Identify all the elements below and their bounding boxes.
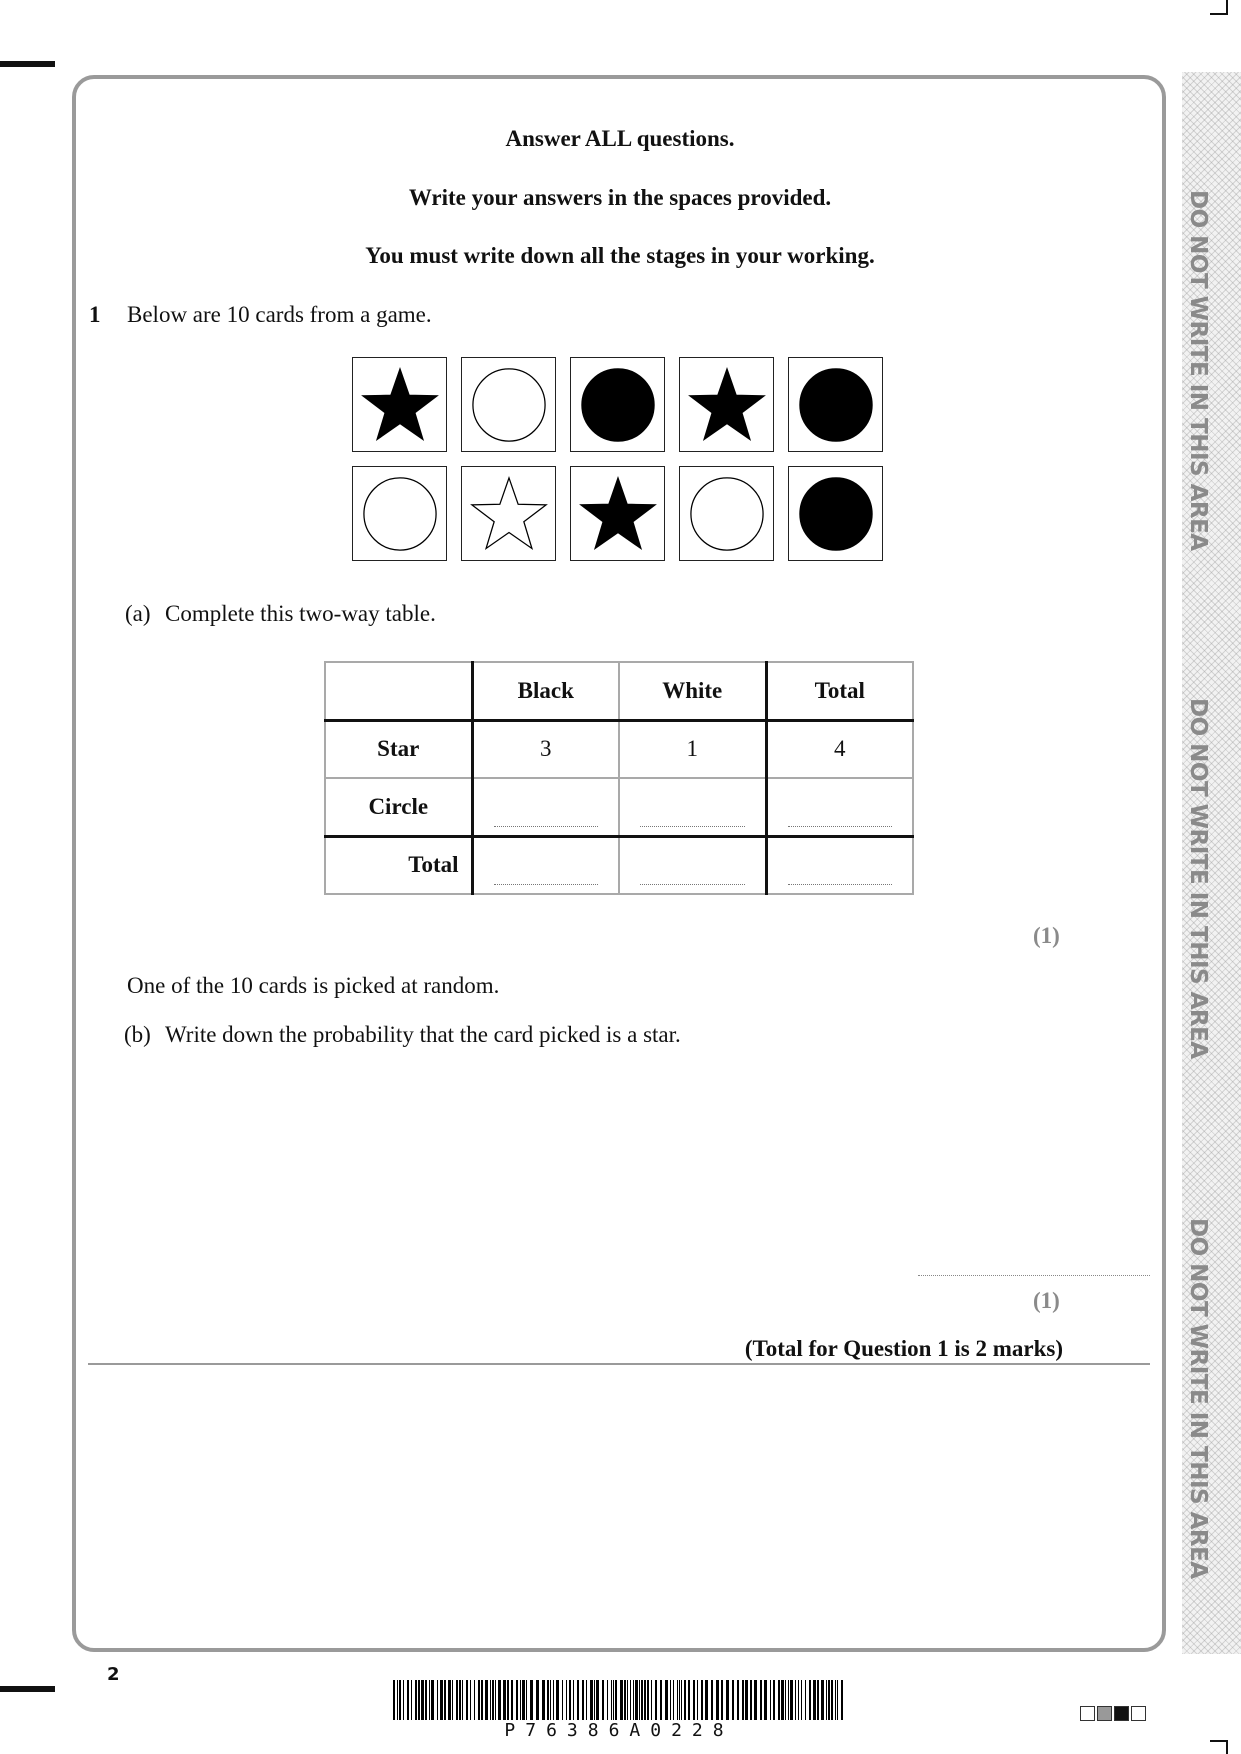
- barcode-bar: [670, 1680, 671, 1720]
- barcode-bar: [407, 1680, 409, 1720]
- barcode-bar: [418, 1680, 420, 1720]
- crop-mark: [1226, 1740, 1228, 1754]
- barcode-bar: [399, 1680, 401, 1720]
- barcode-bar: [437, 1680, 438, 1720]
- question-divider: [88, 1363, 1150, 1365]
- card-black-circle: [570, 357, 665, 452]
- barcode-bar: [679, 1680, 680, 1720]
- barcode-bar: [607, 1680, 608, 1720]
- barcode-text: P76386A0228: [504, 1720, 734, 1741]
- margin-warning-text: DO NOT WRITE IN THIS AREA: [1185, 698, 1211, 1059]
- table-corner-cell: [325, 662, 472, 720]
- black-star-icon: [361, 366, 439, 444]
- indicator-box: [1080, 1706, 1095, 1721]
- crop-mark: [0, 61, 55, 67]
- page-number: 2: [107, 1664, 120, 1685]
- answer-cell-circle-white[interactable]: [619, 778, 766, 836]
- barcode-bar: [665, 1680, 668, 1720]
- margin-warning-text: DO NOT WRITE IN THIS AREA: [1185, 1218, 1211, 1579]
- crop-mark: [1226, 0, 1228, 14]
- cell-star-white: 1: [619, 720, 766, 778]
- answer-dotted-line: [788, 884, 893, 885]
- answer-cell-total-white[interactable]: [619, 836, 766, 894]
- barcode-bar: [721, 1680, 723, 1720]
- barcode-bar: [577, 1680, 579, 1720]
- card-black-star: [679, 357, 774, 452]
- barcode-bar: [459, 1680, 461, 1720]
- barcode-bar: [801, 1680, 802, 1720]
- card-white-circle: [461, 357, 556, 452]
- barcode-bar: [553, 1680, 554, 1720]
- part-b-stem: One of the 10 cards is picked at random.: [127, 973, 500, 998]
- indicator-box: [1097, 1706, 1112, 1721]
- barcode-bar: [754, 1680, 757, 1720]
- barcode-bar: [809, 1680, 811, 1720]
- answer-cell-total-total[interactable]: [766, 836, 913, 894]
- barcode-bar: [556, 1680, 559, 1720]
- part-b-text: Write down the probability that the card picked is a star.: [165, 1022, 681, 1047]
- barcode-bar: [596, 1680, 599, 1720]
- barcode-bar: [673, 1680, 674, 1720]
- part-b-label: (b): [124, 1022, 151, 1047]
- barcode-bar: [681, 1680, 682, 1720]
- barcode-bar: [397, 1680, 398, 1720]
- card-white-circle: [352, 466, 447, 561]
- barcode-bar: [456, 1680, 458, 1720]
- barcode-bar: [770, 1680, 771, 1720]
- barcode-bar: [425, 1680, 427, 1720]
- answer-cell-circle-black[interactable]: [472, 778, 619, 836]
- barcode-bar: [788, 1680, 789, 1720]
- barcode-bar: [781, 1680, 784, 1720]
- barcode-bar: [452, 1680, 453, 1720]
- answer-dotted-line: [788, 826, 893, 827]
- barcode-bar: [503, 1680, 506, 1720]
- page-indicator-boxes: [1080, 1706, 1146, 1721]
- barcode-bar: [444, 1680, 446, 1720]
- row-header-total: Total: [325, 836, 472, 894]
- barcode-bar: [705, 1680, 708, 1720]
- crop-mark: [1210, 13, 1228, 15]
- barcode-bar: [522, 1680, 525, 1720]
- barcode-bar: [693, 1680, 695, 1720]
- barcode-bar: [615, 1680, 617, 1720]
- crop-mark: [0, 1686, 55, 1692]
- barcode-bar: [764, 1680, 767, 1720]
- barcode-bar: [701, 1680, 703, 1720]
- column-header-black: Black: [472, 662, 619, 720]
- instruction-line: You must write down all the stages in your working.: [365, 243, 875, 268]
- answer-dotted-line: [640, 884, 745, 885]
- answer-dotted-line: [494, 826, 599, 827]
- row-header-star: Star: [325, 720, 472, 778]
- column-header-total: Total: [766, 662, 913, 720]
- barcode-bar: [837, 1680, 838, 1720]
- barcode-bar: [530, 1680, 533, 1720]
- barcode-bar: [440, 1680, 443, 1720]
- black-circle-icon: [797, 475, 875, 553]
- barcode-bar: [760, 1680, 762, 1720]
- question-number: 1: [89, 302, 101, 327]
- barcode-bar: [526, 1680, 527, 1720]
- barcode-bar: [470, 1680, 471, 1720]
- black-circle-icon: [579, 366, 657, 444]
- barcode-bar: [773, 1680, 775, 1720]
- barcode-bar: [431, 1680, 434, 1720]
- barcode-bar: [573, 1680, 574, 1720]
- barcode-bar: [684, 1680, 686, 1720]
- card-black-star: [570, 466, 665, 561]
- part-a-marks: (1): [1033, 923, 1060, 948]
- crop-mark: [1210, 1740, 1228, 1742]
- barcode-bar: [633, 1680, 634, 1720]
- barcode-bar: [462, 1680, 463, 1720]
- barcode-bar: [677, 1680, 678, 1720]
- barcode-bar: [590, 1680, 593, 1720]
- barcode-bar: [647, 1680, 649, 1720]
- barcode-bar: [785, 1680, 786, 1720]
- barcode-bar: [403, 1680, 404, 1720]
- barcode-bar: [448, 1680, 451, 1720]
- barcode-bar: [602, 1680, 604, 1720]
- indicator-box: [1131, 1706, 1146, 1721]
- barcode-bar: [688, 1680, 690, 1720]
- barcode-bar: [726, 1680, 729, 1720]
- barcode-bar: [485, 1680, 488, 1720]
- barcode-bar: [498, 1680, 501, 1720]
- white-circle-icon: [688, 475, 766, 553]
- barcode-bar: [835, 1680, 836, 1720]
- instruction-line: Answer ALL questions.: [505, 126, 735, 151]
- barcode-bar: [795, 1680, 796, 1720]
- barcode-bar: [411, 1680, 412, 1720]
- barcode-bar: [651, 1680, 652, 1720]
- answer-dotted-line: [640, 826, 745, 827]
- barcode-bar: [697, 1680, 698, 1720]
- card-black-circle: [788, 466, 883, 561]
- barcode-bar: [507, 1680, 509, 1720]
- barcode-bar: [481, 1680, 483, 1720]
- barcode-bar: [732, 1680, 734, 1720]
- column-header-white: White: [619, 662, 766, 720]
- barcode-bar: [655, 1680, 657, 1720]
- barcode-bar: [711, 1680, 713, 1720]
- black-star-icon: [579, 475, 657, 553]
- question-intro: Below are 10 cards from a game.: [127, 302, 432, 327]
- barcode-bar: [624, 1680, 626, 1720]
- barcode-bar: [644, 1680, 646, 1720]
- answer-cell-total-black[interactable]: [472, 836, 619, 894]
- white-circle-icon: [361, 475, 439, 553]
- barcode-bar: [520, 1680, 521, 1720]
- barcode-bar: [613, 1680, 614, 1720]
- barcode-bar: [586, 1680, 587, 1720]
- barcode-bar: [821, 1680, 824, 1720]
- barcode-bar: [582, 1680, 584, 1720]
- barcode-bar: [490, 1680, 491, 1720]
- barcode-bar: [742, 1680, 744, 1720]
- barcode-bar: [737, 1680, 739, 1720]
- barcode-bar: [478, 1680, 480, 1720]
- question-total-marks: (Total for Question 1 is 2 marks): [744, 1336, 1063, 1361]
- part-b-answer-line[interactable]: [918, 1275, 1150, 1276]
- barcode-bar: [415, 1680, 417, 1720]
- barcode-bar: [639, 1680, 640, 1720]
- barcode-bar: [429, 1680, 430, 1720]
- card-black-circle: [788, 357, 883, 452]
- barcode-bar: [641, 1680, 643, 1720]
- answer-dotted-line: [494, 884, 599, 885]
- cell-star-total: 4: [766, 720, 913, 778]
- barcode-bar: [716, 1680, 719, 1720]
- barcode-bar: [542, 1680, 545, 1720]
- margin-warning-text: DO NOT WRITE IN THIS AREA: [1185, 190, 1211, 551]
- white-circle-icon: [470, 366, 548, 444]
- indicator-box: [1114, 1706, 1129, 1721]
- barcode-bar: [566, 1680, 567, 1720]
- barcode-bar: [778, 1680, 780, 1720]
- barcode-bar: [492, 1680, 494, 1720]
- part-b-marks: (1): [1033, 1288, 1060, 1313]
- answer-cell-circle-total[interactable]: [766, 778, 913, 836]
- barcode-bar: [474, 1680, 475, 1720]
- barcode-bar: [393, 1680, 395, 1720]
- barcode-bar: [828, 1680, 830, 1720]
- barcode-bar: [466, 1680, 468, 1720]
- barcode-bar: [660, 1680, 662, 1720]
- card-white-star: [461, 466, 556, 561]
- barcode-bar: [594, 1680, 595, 1720]
- barcode-bar: [511, 1680, 513, 1720]
- barcode-bar: [611, 1680, 612, 1720]
- card-grid: [352, 357, 888, 561]
- barcode-bar: [536, 1680, 539, 1720]
- barcode-bar: [750, 1680, 752, 1720]
- barcode-bar: [421, 1680, 424, 1720]
- barcode-bar: [790, 1680, 793, 1720]
- barcode-bar: [547, 1680, 549, 1720]
- cell-star-black: 3: [472, 720, 619, 778]
- black-circle-icon: [797, 366, 875, 444]
- barcode-bar: [635, 1680, 638, 1720]
- instruction-line: Write your answers in the spaces provided.: [408, 185, 832, 210]
- part-a-label: (a): [125, 601, 151, 626]
- barcode-bar: [817, 1680, 819, 1720]
- barcode-bar: [813, 1680, 816, 1720]
- do-not-write-margin: [1182, 72, 1241, 1654]
- barcode-bar: [841, 1680, 843, 1720]
- barcode-bar: [627, 1680, 628, 1720]
- barcode: [393, 1680, 845, 1720]
- barcode-bar: [798, 1680, 799, 1720]
- barcode-bar: [630, 1680, 631, 1720]
- barcode-bar: [620, 1680, 623, 1720]
- row-header-circle: Circle: [325, 778, 472, 836]
- barcode-bar: [516, 1680, 518, 1720]
- part-a-text: Complete this two-way table.: [165, 601, 436, 626]
- barcode-bar: [745, 1680, 748, 1720]
- barcode-bar: [495, 1680, 496, 1720]
- card-black-star: [352, 357, 447, 452]
- two-way-table: [324, 661, 914, 895]
- black-star-icon: [688, 366, 766, 444]
- barcode-bar: [831, 1680, 833, 1720]
- barcode-bar: [805, 1680, 806, 1720]
- barcode-bar: [562, 1680, 563, 1720]
- barcode-bar: [826, 1680, 827, 1720]
- barcode-bar: [550, 1680, 551, 1720]
- card-white-circle: [679, 466, 774, 561]
- white-star-icon: [470, 475, 548, 553]
- barcode-bar: [569, 1680, 571, 1720]
